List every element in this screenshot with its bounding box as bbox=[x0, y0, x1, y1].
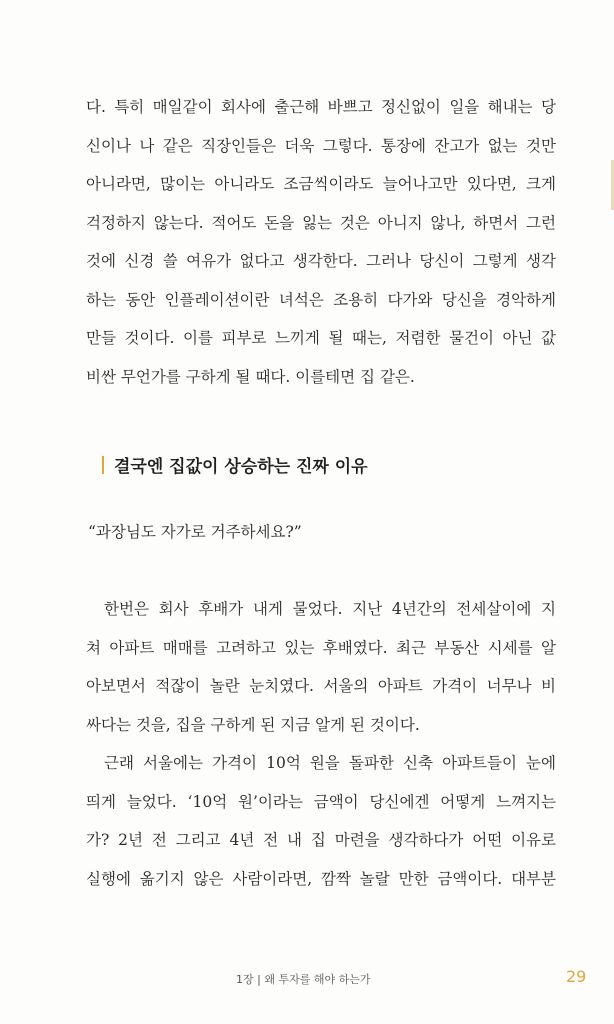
text-line: 만들 것이다. 이를 피부로 느끼게 될 때는, 저렴한 물건이 아닌 값 bbox=[86, 329, 556, 347]
text-line: 비싼 무언가를 구하게 될 때다. 이를테면 집 같은. bbox=[86, 367, 415, 386]
text-line: 걱정하지 않는다. 적어도 돈을 잃는 것은 아니지 않나, 하면서 그런 bbox=[86, 213, 556, 232]
text-line: 근래 서울에는 가격이 10억 원을 돌파한 신축 아파트들이 눈에 bbox=[104, 754, 556, 772]
text-line: 싸다는 것을, 집을 구하게 된 지금 알게 된 것이다. bbox=[86, 715, 420, 734]
text-line: 아보면서 적잖이 놀란 눈치였다. 서울의 아파트 가격이 너무나 비 bbox=[86, 677, 556, 695]
text-line: 신이나 나 같은 직장인들은 더욱 그렇다. 통장에 잔고가 없는 것만 bbox=[86, 136, 556, 155]
section-heading-text: 결국엔 집값이 상승하는 진짜 이유 bbox=[114, 457, 368, 477]
text-line: 가? 2년 전 그리고 4년 전 내 집 마련을 생각하다가 어떤 이유로 bbox=[86, 831, 556, 849]
text-line: 아니라면, 많이는 아니라도 조금씩이라도 늘어나고만 있다면, 크게 bbox=[86, 175, 556, 193]
text-line: 다. 특히 매일같이 회사에 출근해 바쁘고 정신없이 일을 해내는 당 bbox=[86, 98, 556, 116]
body-paragraph-2 bbox=[86, 590, 556, 744]
text-line: 하는 동안 인플레이션이란 녀석은 조용히 다가와 당신을 경악하게 bbox=[86, 290, 556, 309]
heading-accent-bar bbox=[102, 456, 104, 474]
page-number: 29 bbox=[566, 967, 587, 986]
chapter-label: 1장 | 왜 투자를 해야 하는가 bbox=[236, 973, 371, 986]
text-line: 실행에 옮기지 않은 사람이라면, 깜짝 놀랄 만한 금액이다. 대부분 bbox=[86, 869, 556, 888]
section-heading bbox=[102, 452, 368, 477]
text-line: 띄게 늘었다. ‘10억 원’이라는 금액이 당신에겐 어떻게 느껴지는 bbox=[86, 792, 556, 811]
text-line: 것에 신경 쓸 여유가 없다고 생각한다. 그러나 당신이 그렇게 생각 bbox=[86, 252, 556, 270]
body-paragraph-1 bbox=[86, 88, 556, 396]
dialogue-quote: “과장님도 자가로 거주하세요?” bbox=[88, 523, 302, 541]
text-line: 한번은 회사 후배가 내게 물었다. 지난 4년간의 전세살이에 지 bbox=[104, 600, 556, 618]
text-line: 쳐 아파트 매매를 고려하고 있는 후배였다. 최근 부동산 시세를 알 bbox=[86, 638, 556, 657]
body-paragraph-3 bbox=[86, 744, 556, 898]
